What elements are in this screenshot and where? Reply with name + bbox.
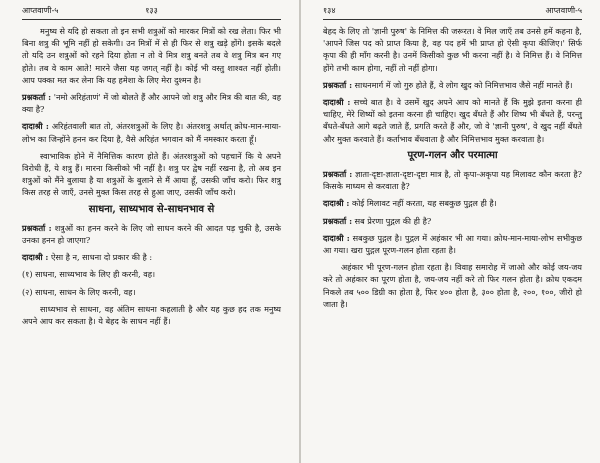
right-header-title: आप्तवाणी-५	[545, 6, 582, 15]
right-page	[301, 0, 600, 463]
paragraph: स्वाभाविक होने में नैमित्तिक कारण होते हैं। अंतरशत्रुओं को पहचानें कि ये अपने विरोधी हैं, ये शत्रु हैं। मारना किसीको भी नहीं है। शत्रु पर द्वेष नहीं रखना है, तो अब इन शत्रुओं को मैंने बुलाया है या शत्रुओं के बुलाने से मैं आया हूँ, उसकी जाँच करो। फिर शत्रु किस तरह से जाएँ, उनसे मुक्त किस तरह से हुआ जाए, उसकी जाँच करो।	[22, 150, 281, 198]
speaker-label: प्रश्नकर्ता :	[323, 79, 353, 90]
question	[22, 222, 281, 246]
list-item: (२) साधना, साधन के लिए करनी, वह।	[22, 286, 136, 297]
question-text: शत्रुओं का हनन करने के लिए जो साधन करने की आदत पड़ चुकी है, उसके उनका हनन हो जाएगा?	[22, 222, 281, 246]
left-page-body	[22, 25, 281, 459]
speaker-label: प्रश्नकर्ता :	[22, 92, 52, 103]
question	[22, 91, 281, 115]
answer-text: अरिहंतवाली बात तो, अंतरशत्रुओं के लिए है। अंतरशत्रु अर्थात् क्रोध-मान-माया-लोभ का जिन्होंने हनन कर दिया है, वैसे अरिहंत भगवान को मैं नमस्कार करता हूँ।	[22, 121, 281, 144]
question-text: सब प्रेरणा पुद्गल की ही है?	[354, 215, 432, 226]
right-page-header	[323, 5, 582, 17]
answer	[323, 197, 582, 209]
left-page-number: १३३	[145, 6, 158, 15]
paragraph: बेहद के लिए तो 'ज्ञानी पुरुष' के निमित्त की जरूरत। वे मिल जाएँ तब उनसे हमें कहना है, 'आपने जिस पद को प्राप्त किया है, वह पद हमें भी प्राप्त हो ऐसी कृपा कीजिए।' सिर्फ कृपा की ही माँग करनी है। उनमें किसीको कुछ भी करना नहीं है। वे निमित्त हैं। वे निमित्त होंगे तभी काम होगा, नहीं तो नहीं होगा।	[323, 26, 582, 73]
answer-text: सबकुछ पुद्गल है। पुद्गल में अहंकार भी आ गया। क्रोध-मान-माया-लोभ सभीकुछ आ गया। खरा पुद्गल पूरण-गलन होता रहता है।	[323, 232, 582, 256]
list-item: (१) साधना, साध्यभाव के लिए ही करनी, वह।	[22, 269, 156, 280]
speaker-label: दादाश्री :	[22, 121, 49, 132]
question	[323, 215, 582, 227]
question-text: साधनमार्ग में जो गुरु होते हैं, वे लोग खुद को निमित्तभाव जैसे नहीं मानते हैं।	[354, 79, 573, 90]
answer-text: सच्चे बात है। वे उसमें खुद अपने आप को मानते हैं कि मुझे इतना करना ही चाहिए, मेरे शिष्यों को इतना करना ही चाहिए। खुद बँधते हैं और शिष्य भी बँधते हैं, परन्तु बँधते-बँधते आगे बढ़ते जाते हैं, प्रगति करते हैं और, जो वे 'ज्ञानी पुरुष', वे खुद नहीं बँधते और मुक्त करवाते हैं। कर्ताभाव बँधवाता है और निमित्तभाव मुक्त करवाता है।	[323, 97, 582, 144]
speaker-label: दादाश्री :	[22, 252, 49, 263]
question	[323, 168, 582, 192]
question	[323, 79, 582, 91]
right-header-rule	[323, 19, 582, 20]
left-page	[0, 0, 299, 463]
speaker-label: दादाश्री :	[323, 232, 350, 243]
left-header-rule	[22, 19, 281, 20]
left-header-title: आप्तवाणी-५	[22, 6, 59, 15]
answer-text: कोई मिलावट नहीं करता, यह सबकुछ पुद्गल ही है।	[352, 198, 497, 209]
left-page-header	[22, 5, 281, 17]
speaker-label: दादाश्री :	[323, 198, 350, 209]
answer-text: ऐसा है न, साधना दो प्रकार की है :	[51, 252, 153, 263]
paragraph: अहंकार भी पूरण-गलन होता रहता है। विवाह समारोह में जाओ और कोई जय-जय करे तो अहंकार का पूरण होता है, जय-जय नहीं करे तो फिर गलन होता है। क्रोध एकदम निकले तब ५०० डिग्री का होता है, फिर ४०० होता है, ३०० होता है, २००, १००, जीरो हो जाता है।	[323, 262, 582, 309]
question-text: 'नमो अरिहंताणं' में जो बोलते हैं और आपने जो शत्रु और मित्र की बात की, वह क्या है?	[22, 92, 282, 115]
speaker-label: दादाश्री :	[323, 97, 351, 108]
answer	[323, 232, 582, 256]
speaker-label: प्रश्नकर्ता :	[22, 222, 52, 233]
speaker-label: प्रश्नकर्ता :	[323, 215, 353, 226]
speaker-label: प्रश्नकर्ता :	[323, 169, 353, 180]
paragraph: मनुष्य से यदि हो सकता तो इन सभी शत्रुओं को मारकर मित्रों को रख लेता। फिर भी बिना शत्रु की भूमि नहीं हो सकेगी। उन मित्रों में से ही फिर से शत्रु खड़े होंगे। इसके बदले तो यदि उन शत्रुओं को रहने दिया होता न तो वे मित्र शत्रु बनते तब वे शत्रु मित्र बन गए होते। तब वे काम आते! मारने जैसा यह जगत् नहीं है। कोई भी वस्तु शाश्वत नहीं होती। आप पक्का मत कर लेना कि यह हमेशा के लिए मेरा दुश्मन है।	[22, 26, 281, 85]
right-page-body	[323, 25, 582, 459]
question-text: ज्ञाता-दृष्टा-ज्ञाता-दृष्टा-दृष्टा मात्र है, तो कृपा-अकृपा यह मिलावट कौन करता है? किसके माध्यम से करवाता है?	[323, 169, 582, 192]
answer	[22, 120, 281, 144]
paragraph: साध्यभाव से साधना, वह अंतिम साधना कहलाती है और यह कुछ हद तक मनुष्य अपने आप कर सकता है। ये बेहद के साधन नहीं हैं।	[22, 303, 281, 327]
answer	[323, 96, 582, 145]
section-heading: पूरण-गलन और परमात्मा	[407, 149, 498, 161]
right-page-number: १३४	[323, 6, 336, 15]
section-heading: साधना, साध्यभाव से-साधनभाव से	[88, 203, 215, 215]
answer	[22, 251, 281, 263]
